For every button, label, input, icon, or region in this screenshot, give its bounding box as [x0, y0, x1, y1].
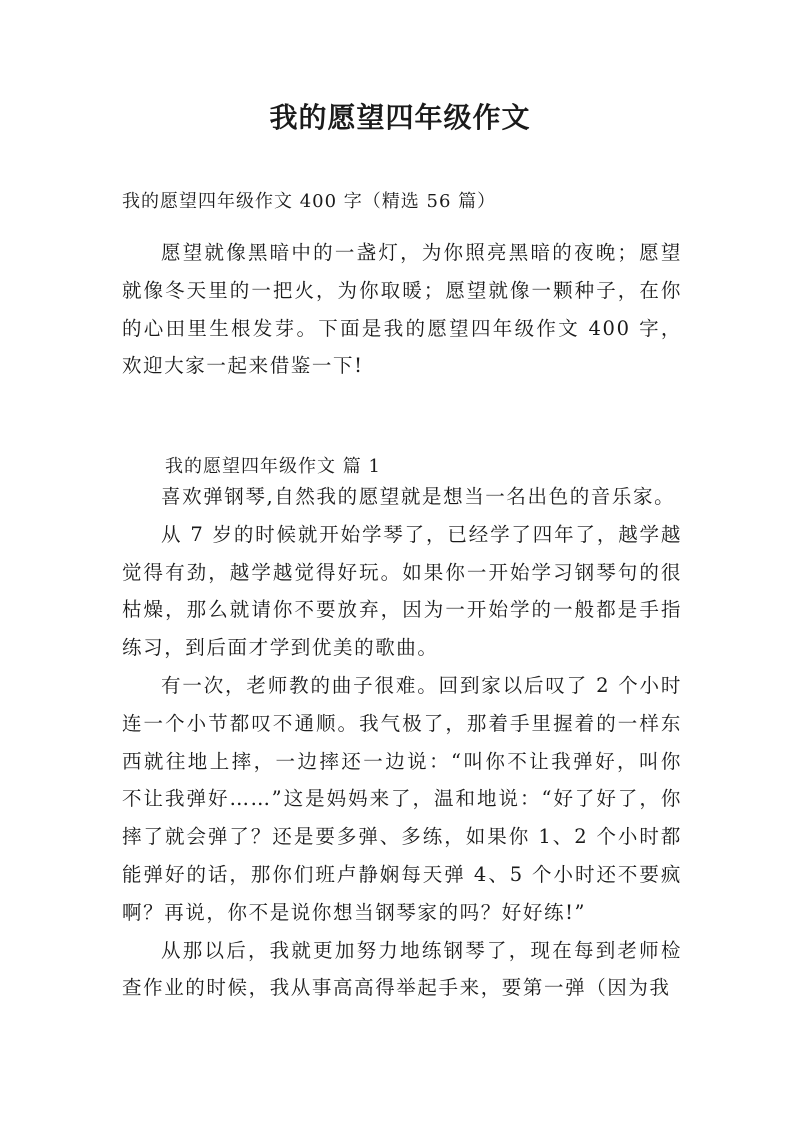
- essay-paragraph: 从 7 岁的时候就开始学琴了，已经学了四年了，越学越觉得有劲，越学越觉得好玩。如果你一开始学习钢琴句的很枯燥，那么就请你不要放弃，因为一开始学的一般都是手指练习，到后面才学到优美的歌曲。: [122, 522, 682, 660]
- section-heading: 我的愿望四年级作文 篇 1: [165, 456, 381, 477]
- essay-paragraph: 从那以后，我就更加努力地练钢琴了，现在每到老师检查作业的时候，我从事高高得举起手来，要第一弹（因为我: [122, 938, 682, 1000]
- essay-paragraph: 喜欢弹钢琴,自然我的愿望就是想当一名出色的音乐家。: [161, 485, 676, 508]
- essay-body: [122, 478, 682, 1007]
- essay-paragraph: 有一次，老师教的曲子很难。回到家以后叹了 2 个小时连一个小节都叹不通顺。我气极了，那着手里握着的一样东西就往地上摔，一边摔还一边说：“叫你不让我弹好，叫你不让我弹好……”这是妈妈来了，温和地说：“好了好了，你摔了就会弹了？还是要多弹、多练，如果你 1、2 个小时都能弹好的话，那你们班卢静娴每天弹 4、5 个小时还不要疯啊？再说，你不是说你想当钢琴家的吗？好好练!”: [122, 673, 682, 924]
- document-subtitle: 我的愿望四年级作文 400 字（精选 56 篇）: [122, 191, 497, 212]
- intro-paragraph: 愿望就像黑暗中的一盏灯，为你照亮黑暗的夜晚；愿望就像冬天里的一把火，为你取暖；愿望就像一颗种子，在你的心田里生根发芽。下面是我的愿望四年级作文 400 字，欢迎大家一起来借鉴一下!: [122, 241, 682, 378]
- document-title: 我的愿望四年级作文: [269, 101, 531, 134]
